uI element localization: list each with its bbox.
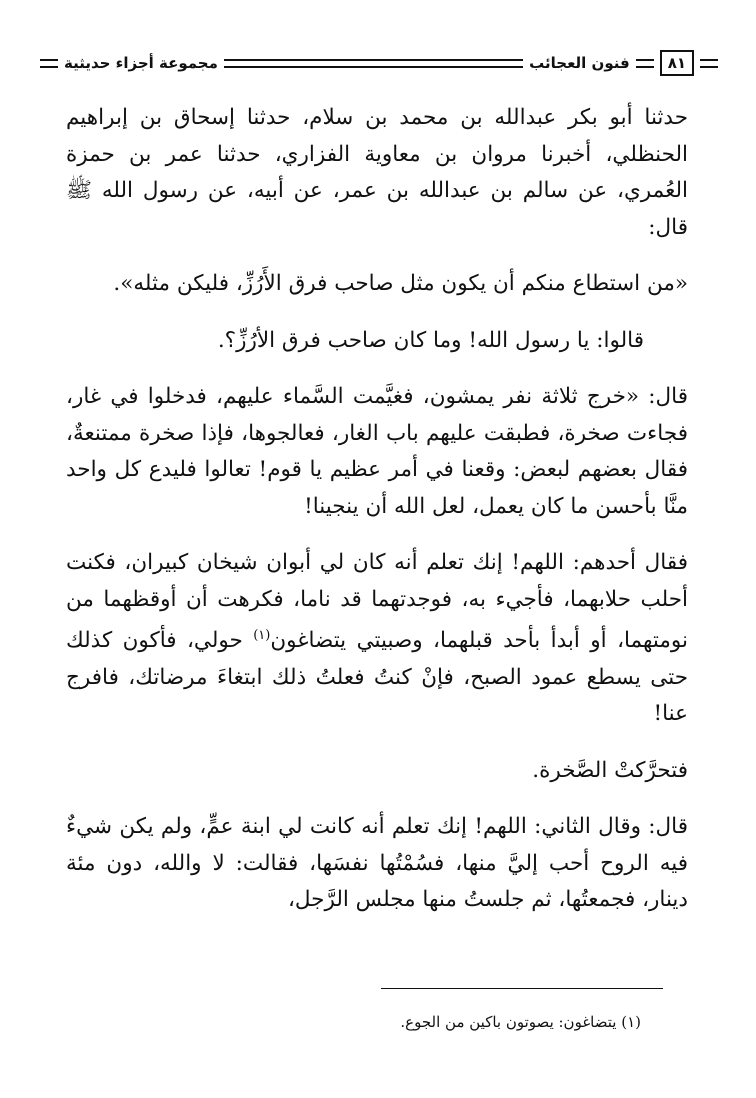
header-rule [636,59,654,68]
page-body [66,100,688,919]
header-rule [700,59,718,68]
part-title: فنون العجائب [529,54,630,72]
paragraph-hadith-opening: «من استطاع منكم أن يكون مثل صاحب فرق الأَرُزِّ، فليكن مثله». [113,271,688,296]
paragraph-isnad: حدثنا أبو بكر عبدالله بن محمد بن سلام، حدثنا إسحاق بن إبراهيم الحنظلي، أخبرنا مروان بن معاوية الفزاري، حدثنا عمر بن حمزة العُمري، عن سالم بن عبدالله بن عمر، عن أبيه، عن رسول الله ﷺ قال: [66,105,688,240]
paragraph-first-man: فقال أحدهم: اللهم! إنك تعلم أنه كان لي أبوان شيخان كبيران، فكنت أحلب حلابهما، فأجيء به، فوجدتهما قد ناما، فكرهت أن أوقظهما من نومتهما، أو أبدأ بأحد قبلهما، وصبيتي يتضاغون$^{(١)}$ حولي، فأكون كذلك حتى يسطع عمود الصبح، فإنْ كنتُ فعلتُ ذلك ابتغاءَ مرضاتك، فافرج عنا! [66,550,688,727]
paragraph-second-man: قال: وقال الثاني: اللهم! إنك تعلم أنه كانت لي ابنة عمٍّ، ولم يكن شيءٌ فيه الروح أحب إليَّ منها، فسُمْتُها نفسَها، فقالت: لا والله، دون مئة دينار، فجمعتُها، ثم جلستُ منها مجلس الرَّجل، [66,814,688,913]
header-rule [224,59,523,68]
footnote-divider [381,988,663,989]
header-rule [40,59,58,68]
paragraph-rock-moved: فتحرَّكتْ الصَّخرة. [532,757,688,783]
footnote: (١) يتضاغون: يصوتون باكين من الجوع. [400,1013,641,1031]
page-number: ٨١ [660,50,694,76]
paragraph-question: قالوا: يا رسول الله! وما كان صاحب فرق الأرُزِّ؟. [217,327,644,353]
paragraph-story: قال: «خرج ثلاثة نفر يمشون، فغيَّمت السَّماء عليهم، فدخلوا في غار، فجاءت صخرة، فطبقت عليهم باب الغار، فعالجوها، فإذا صخرة ممتنعةٌ، فقال بعضهم لبعض: وقعنا في أمر عظيم يا قوم! تعالوا فليدع كل واحد منَّا بأحسن ما كان يعمل، لعل الله أن ينجينا! [66,384,688,519]
book-title: مجموعة أجزاء حديثية [64,54,218,72]
page-header [34,48,724,78]
footnote-marker: (١) [253,628,271,643]
